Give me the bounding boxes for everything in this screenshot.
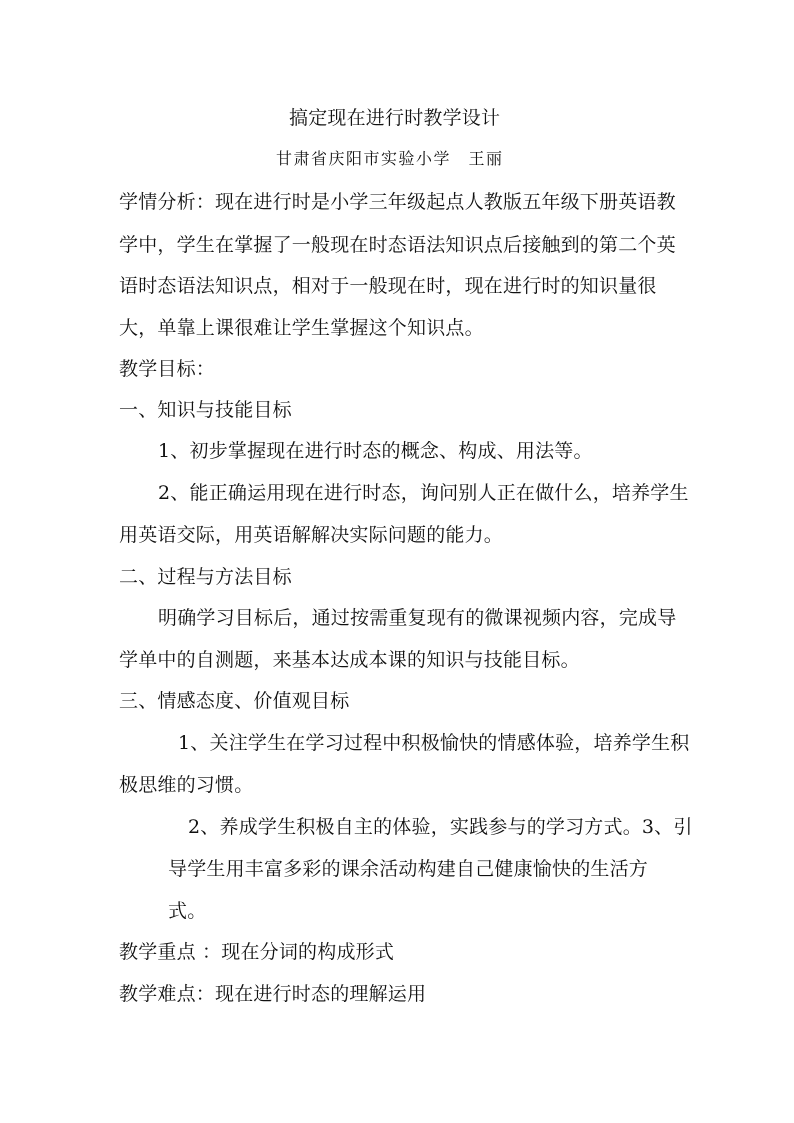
section1-item2-line-2: 用英语交际，用英语解解决实际问题的能力。 (119, 524, 504, 546)
analysis-line-1: 学情分析：现在进行时是小学三年级起点人教版五年级下册英语教 (119, 191, 676, 213)
section1-heading: 一、知识与技能目标 (119, 399, 292, 421)
section2-body-line-1: 明确学习目标后，通过按需重复现有的微课视频内容，完成导 (158, 607, 677, 629)
section3-item2-line-3: 式。 (168, 900, 207, 922)
difficulty: 教学难点：现在进行时态的理解运用 (119, 983, 427, 1005)
analysis-line-3: 语时态语法知识点，相对于一般现在时，现在进行时的知识量很 (119, 275, 657, 297)
document-title: 搞定现在进行时教学设计 (289, 107, 501, 129)
section3-item2-line-1: 2、养成学生积极自主的体验，实践参与的学习方式。3、引 (188, 816, 693, 838)
section2-body-line-2: 学单中的自测题，来基本达成本课的知识与技能目标。 (119, 649, 580, 671)
author-line: 甘肃省庆阳市实验小学 王丽 (276, 149, 504, 168)
section3-heading: 三、情感态度、价值观目标 (119, 690, 350, 712)
section1-item2-line-1: 2、能正确运用现在进行时态，询问别人正在做什么，培养学生 (158, 482, 689, 504)
analysis-line-2: 学中，学生在掌握了一般现在时态语法知识点后接触到的第二个英 (119, 234, 676, 256)
section3-item1-line-1: 1、关注学生在学习过程中积极愉快的情感体验，培养学生积 (178, 732, 690, 754)
section1-item1: 1、初步掌握现在进行时态的概念、构成、用法等。 (158, 440, 593, 462)
section3-item2-line-2: 导学生用丰富多彩的课余活动构建自己健康愉快的生活方 (168, 858, 649, 880)
goals-heading: 教学目标： (119, 358, 216, 380)
section2-heading: 二、过程与方法目标 (119, 566, 292, 588)
section3-item1-line-2: 极思维的习惯。 (119, 774, 254, 796)
analysis-line-4: 大，单靠上课很难让学生掌握这个知识点。 (119, 317, 484, 339)
key-point: 教学重点 ：现在分词的构成形式 (119, 941, 395, 963)
